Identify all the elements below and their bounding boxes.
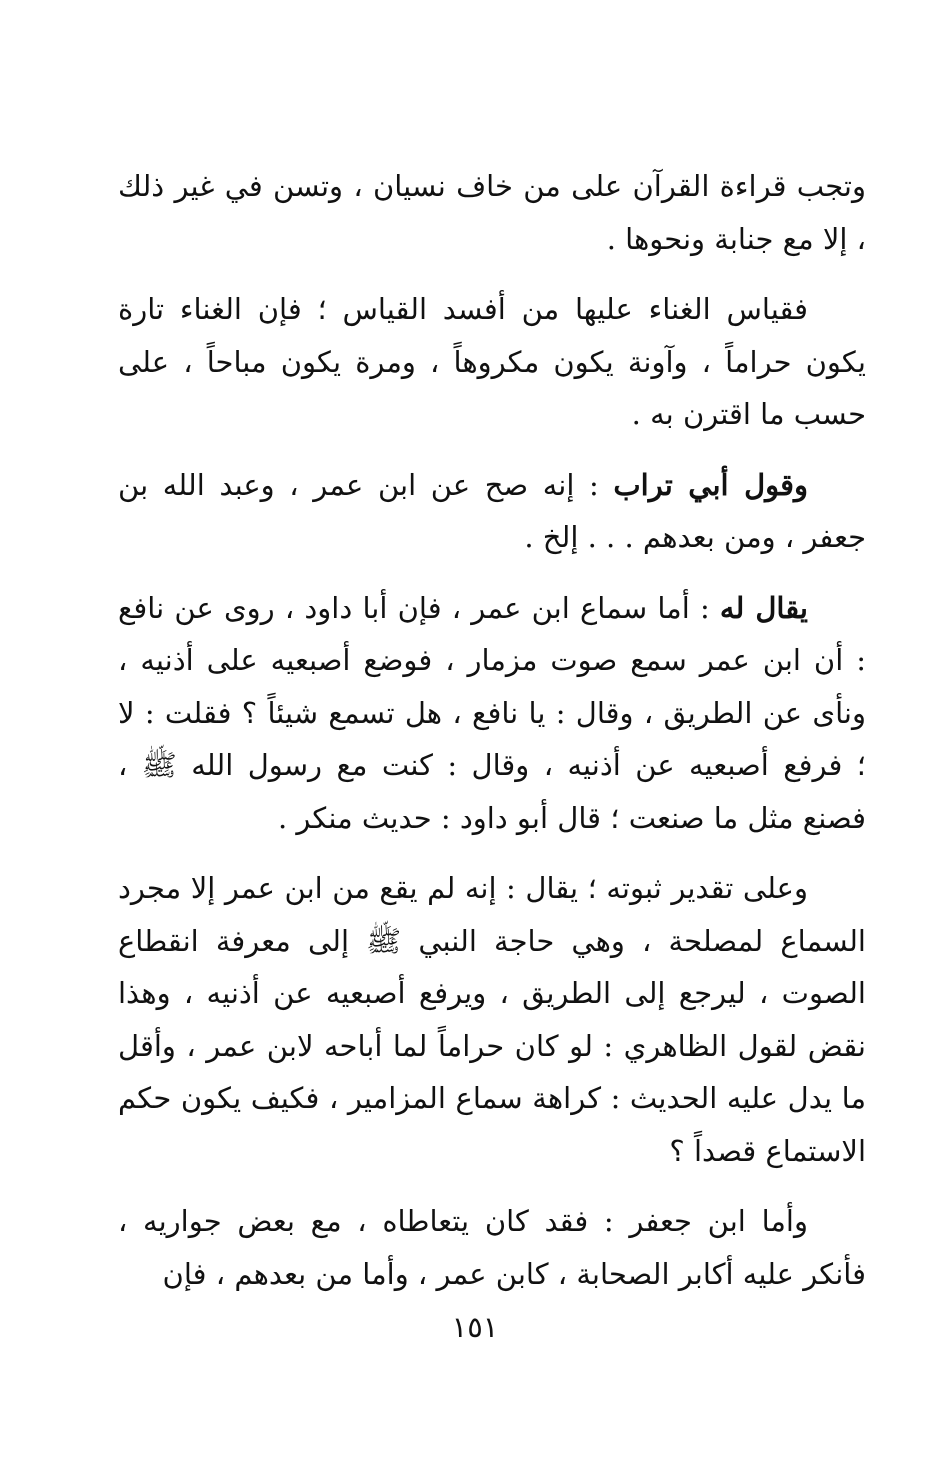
paragraph-4-text: : أما سماع ابن عمر ، فإن أبا داود ، روى عن نافع : أن ابن عمر سمع صوت مزمار ، فوضع أصبعيه على أذنيه ، ونأى عن الطريق ، وقال : يا نافع ، هل تسمع شيئاً ؟ فقلت : لا ؛ فرفع أصبعيه عن أذنيه ، وقال : كنت مع رسول الله ﷺ ، فصنع مثل ما صنعت ؛ قال أبو داود : حديث منكر . (118, 590, 866, 835)
paragraph-3-lead: وقول أبي تراب (613, 467, 808, 502)
paragraph-4-lead: يقال له (719, 590, 808, 625)
paragraph-2-text: فقياس الغناء عليها من أفسد القياس ؛ فإن الغناء تارة يكون حراماً ، وآونة يكون مكروهاً ، ومرة يكون مباحاً ، على حسب ما اقترن به . (118, 292, 866, 431)
paragraph-1-text: وتجب قراءة القرآن على من خاف نسيان ، وتسن في غير ذلك ، إلا مع جنابة ونحوها . (118, 169, 866, 256)
page-number: ١٥١ (451, 1310, 499, 1344)
paragraph-3-text: : إنه صح عن ابن عمر ، وعبد الله بن جعفر ، ومن بعدهم . . . إلخ . (118, 467, 866, 554)
paragraph-3 (118, 459, 866, 564)
paragraph-2 (118, 283, 866, 441)
paragraph-5-text: وعلى تقدير ثبوته ؛ يقال : إنه لم يقع من ابن عمر إلا مجرد السماع لمصلحة ، وهي حاجة النبي ﷺ إلى معرفة انقطاع الصوت ، ليرجع إلى الطريق ، ويرفع أصبعيه عن أذنيه ، وهذا نقض لقول الظاهري : لو كان حراماً لما أباحه لابن عمر ، وأقل ما يدل عليه الحديث : كراهة سماع المزامير ، فكيف يكون حكم الاستماع قصداً ؟ (118, 871, 866, 1168)
paragraph-6-text: وأما ابن جعفر : فقد كان يتعاطاه ، مع بعض جواريه ، فأنكر عليه أكابر الصحابة ، كابن عمر ، وأما من بعدهم ، فإن (118, 1204, 866, 1291)
body-text (118, 160, 866, 1318)
paragraph-1 (118, 160, 866, 265)
paragraph-6 (118, 1195, 866, 1300)
paragraph-5 (118, 862, 866, 1177)
paragraph-4 (118, 582, 866, 845)
